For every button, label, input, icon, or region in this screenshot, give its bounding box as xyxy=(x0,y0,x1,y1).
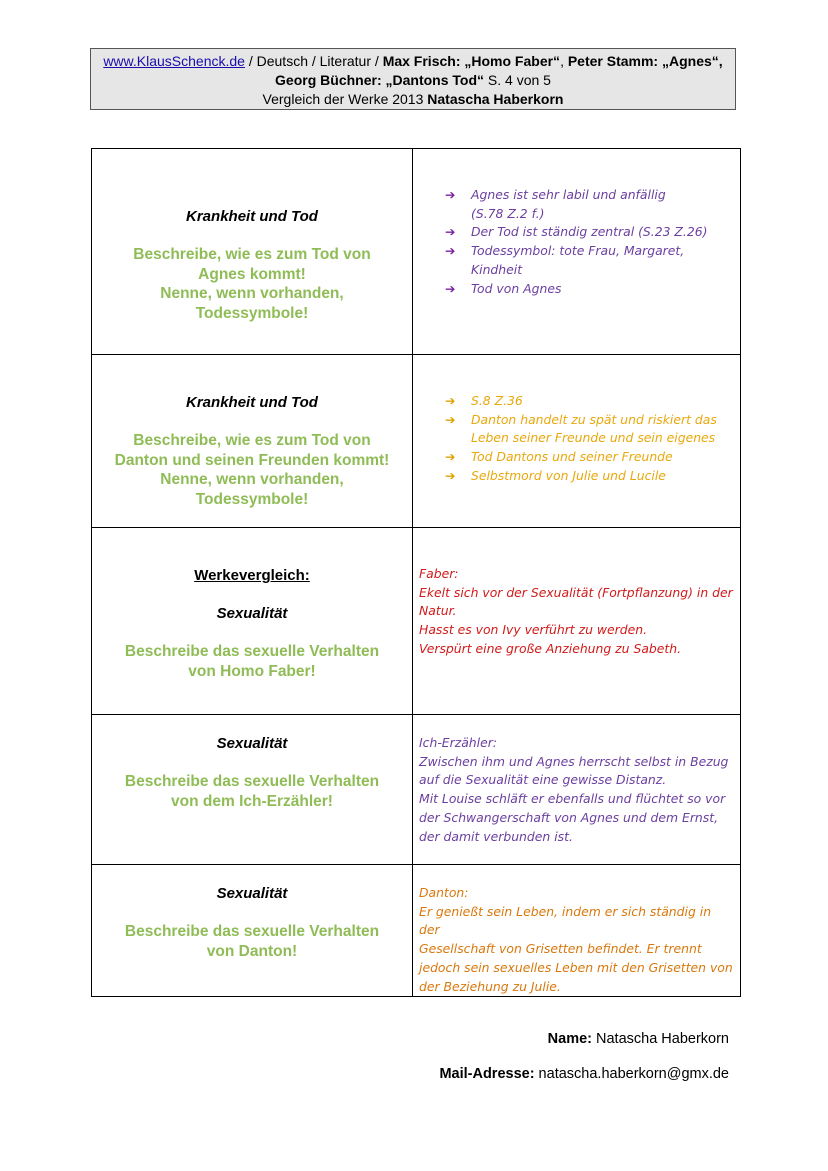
task-line: Beschreibe das sexuelle Verhalten xyxy=(124,923,380,940)
answer-line: Er genießt sein Leben, indem er sich ständig in der xyxy=(419,903,712,938)
arrow-right-icon: ➔ xyxy=(445,243,456,259)
topic-title: Sexualität xyxy=(216,885,288,902)
answer-line: Ekelt sich vor der Sexualität (Fortpflanzung) in der xyxy=(419,584,733,600)
arrow-right-icon: ➔ xyxy=(445,280,456,296)
answer-line: Faber: xyxy=(419,566,459,581)
answer-line: der Beziehung zu Julie. xyxy=(419,978,561,994)
name-value: Natascha Haberkorn xyxy=(591,1031,729,1047)
arrow-right-icon: ➔ xyxy=(445,411,456,427)
list-item: ➔ Tod Dantons und seiner Freunde xyxy=(441,448,740,467)
header-subtitle: Vergleich der Werke 2013 xyxy=(262,91,428,107)
arrow-right-icon: ➔ xyxy=(445,449,456,465)
header-separator: , xyxy=(560,53,568,69)
task-line: von dem Ich-Erzähler! xyxy=(171,792,333,810)
question-cell xyxy=(92,528,413,715)
answer-line: jedoch sein sexuelles Leben mit den Grisetten von xyxy=(419,959,733,975)
answer-line: Danton: xyxy=(419,885,469,900)
header-author: Natascha Haberkorn xyxy=(427,91,564,107)
answer-line: Verspürt eine große Anziehung zu Sabeth. xyxy=(419,640,682,656)
answer-line: Gesellschaft von Grisetten befindet. Er trennt xyxy=(419,941,702,957)
question-cell xyxy=(92,715,413,865)
task-line: von Danton! xyxy=(206,942,298,960)
answer-cell xyxy=(413,355,741,528)
list-item: ➔ Todessymbol: tote Frau, Margaret, Kindheit xyxy=(445,243,685,277)
footer-mail xyxy=(439,1066,729,1082)
answer-line: Ich-Erzähler: xyxy=(419,735,497,750)
answer-line: auf die Sexualität eine gewisse Distanz. xyxy=(419,772,667,788)
arrow-right-icon: ➔ xyxy=(445,224,456,240)
task-text xyxy=(92,922,412,961)
task-line: Danton und seinen Freunden kommt! xyxy=(114,451,390,469)
answer-list xyxy=(413,355,740,486)
task-line: Nenne, wenn vorhanden, xyxy=(160,285,344,302)
site-link[interactable]: www.KlausSchenck.de xyxy=(103,53,245,69)
task-text xyxy=(92,245,412,323)
footer-name xyxy=(548,1031,729,1047)
header-line-1 xyxy=(91,52,735,71)
header-work-2: Peter Stamm: „Agnes“, xyxy=(567,53,723,69)
answer-cell xyxy=(413,865,741,997)
answer-line: Mit Louise schläft er ebenfalls und flüchtet so vor xyxy=(419,791,726,807)
document-header xyxy=(90,48,736,110)
answer-line: Hasst es von Ivy verführt zu werden. xyxy=(419,622,648,638)
task-line: Beschreibe das sexuelle Verhalten xyxy=(124,643,380,660)
question-cell xyxy=(92,865,413,997)
question-cell xyxy=(92,355,413,528)
list-item: ➔ Danton handelt zu spät und riskiert das Leben seiner Freunde und sein eigenes xyxy=(445,411,717,446)
arrow-right-icon: ➔ xyxy=(445,187,456,202)
arrow-right-icon: ➔ xyxy=(445,467,456,483)
task-line: Todessymbole! xyxy=(195,490,309,508)
worksheet-table xyxy=(91,148,741,997)
mail-value: natascha.haberkorn@gmx.de xyxy=(534,1066,729,1082)
task-line: Beschreibe, wie es zum Tod von xyxy=(133,246,371,263)
arrow-right-icon: ➔ xyxy=(445,393,456,408)
name-label: Name: xyxy=(547,1031,592,1047)
table-row xyxy=(92,355,741,528)
task-line: Beschreibe das sexuelle Verhalten xyxy=(124,773,380,790)
answer-line: der Schwangerschaft von Agnes und dem Ernst, xyxy=(419,809,719,825)
task-line: von Homo Faber! xyxy=(188,662,316,680)
list-item: ➔ Tod von Agnes xyxy=(441,280,740,299)
table-row xyxy=(92,715,741,865)
task-line: Agnes kommt! xyxy=(198,265,306,283)
topic-title: Sexualität xyxy=(216,735,288,752)
task-line: Todessymbole! xyxy=(195,304,309,322)
list-item: ➔ Agnes ist sehr labil und anfällig (S.78 Z.2 f.) xyxy=(445,187,666,221)
answer-cell xyxy=(413,149,741,355)
answer-text xyxy=(413,865,740,996)
task-text xyxy=(92,772,412,811)
header-line-2 xyxy=(91,71,735,90)
topic-title: Krankheit und Tod xyxy=(186,208,318,225)
task-text xyxy=(92,642,412,681)
list-item: ➔ S.8 Z.36 xyxy=(441,392,740,411)
section-heading: Werkevergleich: xyxy=(194,567,310,584)
table-row xyxy=(92,528,741,715)
answer-line: Zwischen ihm und Agnes herrscht selbst in Bezug xyxy=(419,753,729,769)
list-item: ➔ Selbstmord von Julie und Lucile xyxy=(441,467,740,486)
header-work-1: Max Frisch: „Homo Faber“ xyxy=(382,53,561,69)
answer-text xyxy=(413,715,740,846)
answer-line: der damit verbunden ist. xyxy=(419,828,573,844)
task-line: Beschreibe, wie es zum Tod von xyxy=(133,432,371,449)
answer-line: Natur. xyxy=(419,603,457,619)
header-work-3: Georg Büchner: „Dantons Tod“ xyxy=(275,72,485,88)
header-page: S. 4 von 5 xyxy=(484,72,551,88)
answer-cell xyxy=(413,528,741,715)
answer-text xyxy=(413,528,740,659)
header-path: / Deutsch / Literatur / xyxy=(244,53,383,69)
table-row xyxy=(92,149,741,355)
mail-label: Mail-Adresse: xyxy=(439,1066,535,1082)
table-row xyxy=(92,865,741,997)
topic-title: Krankheit und Tod xyxy=(186,394,318,411)
header-line-3 xyxy=(91,90,735,109)
task-line: Nenne, wenn vorhanden, xyxy=(160,471,344,488)
answer-cell xyxy=(413,715,741,865)
question-cell xyxy=(92,149,413,355)
answer-list xyxy=(413,149,740,298)
list-item: ➔ Der Tod ist ständig zentral (S.23 Z.26) xyxy=(441,223,740,242)
topic-title: Sexualität xyxy=(216,605,288,622)
task-text xyxy=(92,431,412,509)
